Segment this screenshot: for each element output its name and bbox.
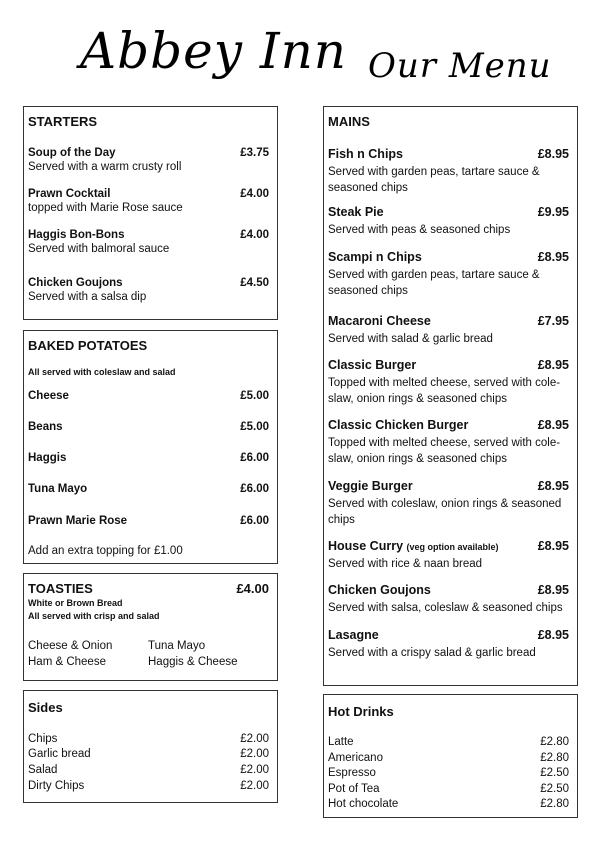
item-desc: Served with a crispy salad & garlic bread	[328, 647, 536, 659]
item-name: Haggis	[28, 452, 67, 464]
main-item	[328, 358, 569, 407]
item-price: £2.50	[540, 767, 569, 779]
item-desc: Served with a salsa dip	[28, 291, 147, 303]
main-item	[328, 418, 569, 467]
item-price: £2.50	[540, 783, 569, 795]
main-item	[328, 314, 569, 347]
item-price: £2.00	[240, 733, 269, 745]
sides-title: Sides	[28, 700, 63, 715]
baked-item	[28, 421, 269, 433]
main-item	[328, 205, 569, 238]
drink-item	[328, 767, 569, 779]
baked-item	[28, 390, 269, 402]
item-name: Latte	[328, 736, 354, 748]
item-price: £8.95	[537, 147, 569, 161]
item-price: £3.75	[240, 147, 269, 159]
item-name: Chicken Goujons	[28, 277, 123, 289]
item-price: £8.95	[537, 358, 569, 372]
item-name: Haggis Bon-Bons	[28, 229, 125, 241]
item-desc: Topped with melted cheese, served with cole-slaw, onion rings & seasoned chips	[328, 437, 561, 465]
main-item	[328, 479, 569, 528]
item-price: £8.95	[537, 583, 569, 597]
main-item	[328, 250, 569, 299]
item-price: £5.00	[240, 390, 269, 402]
main-item	[328, 539, 569, 572]
item-desc: topped with Marie Rose sauce	[28, 202, 183, 214]
side-item	[28, 780, 269, 792]
starter-item	[28, 229, 269, 255]
toasties-title: TOASTIES	[28, 581, 93, 596]
item-price: £5.00	[240, 421, 269, 433]
item-name: Chips	[28, 733, 58, 745]
item-name: Beans	[28, 421, 63, 433]
item-price: £6.00	[240, 483, 269, 495]
item-price: £4.00	[240, 188, 269, 200]
item-name: Veggie Burger	[328, 479, 413, 493]
item-desc: Served with garden peas, tartare sauce & seasoned chips	[328, 269, 540, 297]
item-name: Macaroni Cheese	[328, 314, 431, 328]
starter-item	[28, 188, 269, 214]
item-name: Americano	[328, 752, 383, 764]
item-price: £2.80	[540, 752, 569, 764]
main-item	[328, 628, 569, 661]
item-name: Hot chocolate	[328, 798, 399, 810]
mains-title: MAINS	[328, 114, 370, 129]
item-tag: (veg option available)	[406, 542, 499, 552]
menu-title: Our Menu	[368, 46, 552, 86]
drink-item	[328, 736, 569, 748]
baked-potatoes-section	[23, 330, 278, 564]
item-price: £2.00	[240, 748, 269, 760]
item-desc: Served with rice & naan bread	[328, 558, 483, 570]
starters-title: STARTERS	[28, 114, 98, 129]
toastie-option: Haggis & Cheese	[148, 656, 238, 668]
item-price: £2.80	[540, 736, 569, 748]
item-desc: Served with peas & seasoned chips	[328, 224, 511, 236]
item-name: Soup of the Day	[28, 147, 116, 159]
baked-note: All served with coleslaw and salad	[28, 367, 176, 377]
starter-item	[28, 277, 269, 303]
item-name: Pot of Tea	[328, 783, 380, 795]
item-price: £8.95	[537, 479, 569, 493]
item-desc: Topped with melted cheese, served with cole-slaw, onion rings & seasoned chips	[328, 377, 561, 405]
drink-item	[328, 798, 569, 810]
item-price: £8.95	[537, 418, 569, 432]
item-name: Tuna Mayo	[28, 483, 88, 495]
item-name: Espresso	[328, 767, 376, 779]
extra-topping-note: Add an extra topping for £1.00	[28, 545, 183, 557]
item-price: £8.95	[537, 250, 569, 264]
item-name: Fish n Chips	[328, 147, 403, 161]
item-name: Prawn Cocktail	[28, 188, 111, 200]
toastie-option: Ham & Cheese	[28, 656, 106, 668]
drink-item	[328, 752, 569, 764]
item-name: House Curry	[328, 539, 404, 553]
side-item	[28, 748, 269, 760]
drink-item	[328, 783, 569, 795]
side-item	[28, 733, 269, 745]
item-desc: Served with coleslaw, onion rings & seasoned chips	[328, 498, 562, 526]
item-desc: Served with balmoral sauce	[28, 243, 170, 255]
toasties-section	[23, 573, 278, 681]
side-item	[28, 764, 269, 776]
item-price: £2.80	[540, 798, 569, 810]
item-name: Prawn Marie Rose	[28, 515, 128, 527]
sides-section	[23, 690, 278, 803]
toastie-option: Tuna Mayo	[148, 640, 206, 652]
item-name: Chicken Goujons	[328, 583, 431, 597]
item-price: £9.95	[537, 205, 569, 219]
starter-item	[28, 147, 269, 173]
starters-section	[23, 106, 278, 320]
toasties-price: £4.00	[236, 581, 269, 596]
hot-drinks-title: Hot Drinks	[328, 704, 394, 719]
item-price: £8.95	[537, 539, 569, 553]
item-price: £4.00	[240, 229, 269, 241]
item-name: Salad	[28, 764, 58, 776]
item-price: £4.50	[240, 277, 269, 289]
item-desc: Served with a warm crusty roll	[28, 161, 182, 173]
hot-drinks-section	[323, 694, 578, 818]
toasties-note-served: All served with crisp and salad	[28, 611, 160, 621]
item-price: £8.95	[537, 628, 569, 642]
item-name: Classic Chicken Burger	[328, 418, 469, 432]
baked-item	[28, 483, 269, 495]
main-item	[328, 583, 569, 616]
baked-item	[28, 515, 269, 527]
toasties-note-bread: White or Brown Bread	[28, 598, 123, 608]
toastie-option: Cheese & Onion	[28, 640, 113, 652]
main-item	[328, 147, 569, 196]
item-name: Classic Burger	[328, 358, 417, 372]
item-name: Cheese	[28, 390, 69, 402]
item-name: Steak Pie	[328, 205, 384, 219]
item-name: Lasagne	[328, 628, 379, 642]
item-price: £7.95	[537, 314, 569, 328]
item-desc: Served with salsa, coleslaw & seasoned chips	[328, 602, 563, 614]
item-price: £6.00	[240, 515, 269, 527]
mains-section	[323, 106, 578, 686]
item-price: £2.00	[240, 780, 269, 792]
restaurant-title: Abbey Inn	[80, 22, 348, 80]
baked-title: BAKED POTATOES	[28, 338, 148, 353]
item-price: £2.00	[240, 764, 269, 776]
item-name: Scampi n Chips	[328, 250, 422, 264]
item-name: Garlic bread	[28, 748, 91, 760]
item-price: £6.00	[240, 452, 269, 464]
item-name: Dirty Chips	[28, 780, 85, 792]
baked-item	[28, 452, 269, 464]
item-desc: Served with garden peas, tartare sauce & seasoned chips	[328, 166, 540, 194]
item-desc: Served with salad & garlic bread	[328, 333, 493, 345]
